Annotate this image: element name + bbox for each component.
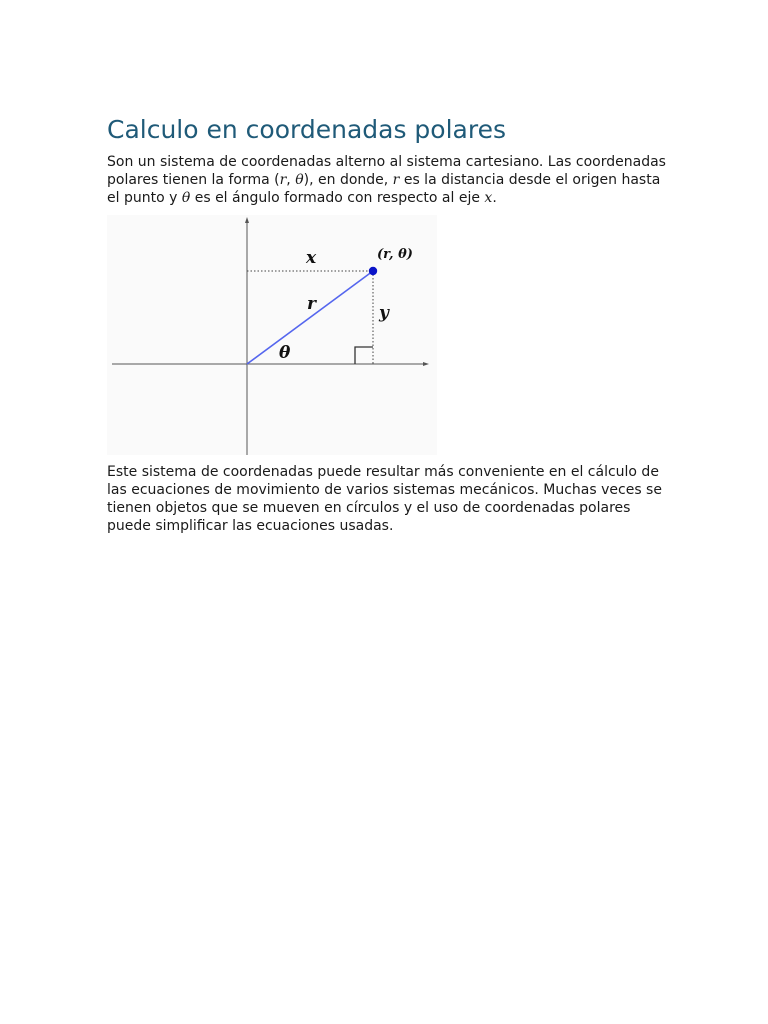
intro-text-5: es el ángulo formado con respecto al eje [190, 190, 485, 206]
label-y: y [379, 303, 389, 323]
right-angle-marker [355, 347, 373, 364]
math-theta: θ [295, 172, 304, 188]
radius-vector [247, 271, 373, 364]
polar-diagram [107, 215, 437, 455]
second-paragraph: Este sistema de coordenadas puede resultar más conveniente en el cálculo de las ecuaciones de movimiento de varios sistemas mecánicos. Muchas veces se tienen objetos que se mueven en círculos y el uso de coordenadas polares puede simplificar las ecuaciones usadas. [107, 464, 662, 534]
polar-point [369, 267, 377, 275]
polar-coordinates-figure [107, 215, 437, 455]
intro-text-3: ), en donde, [303, 172, 393, 188]
x-axis-arrow [423, 362, 429, 366]
math-theta-2: θ [181, 190, 191, 206]
math-x: x [484, 190, 493, 206]
math-r-2: r [392, 172, 400, 188]
y-axis-arrow [245, 217, 249, 223]
intro-paragraph [107, 153, 667, 207]
label-point: (r, θ) [377, 247, 413, 262]
label-theta: θ [279, 343, 291, 363]
label-x: x [306, 248, 317, 268]
page-title: Calculo en coordenadas polares [107, 115, 506, 144]
math-r: r [279, 172, 287, 188]
intro-text-6: . [492, 190, 497, 206]
label-r: r [307, 294, 316, 314]
intro-text-2: , [286, 172, 296, 188]
document-page [107, 112, 667, 534]
intro-text-4: es la distancia desde el origen hasta el punto y [107, 172, 661, 206]
intro-text-1: Son un sistema de coordenadas alterno al sistema cartesiano. Las coordenadas polares tienen la forma ( [107, 154, 666, 188]
